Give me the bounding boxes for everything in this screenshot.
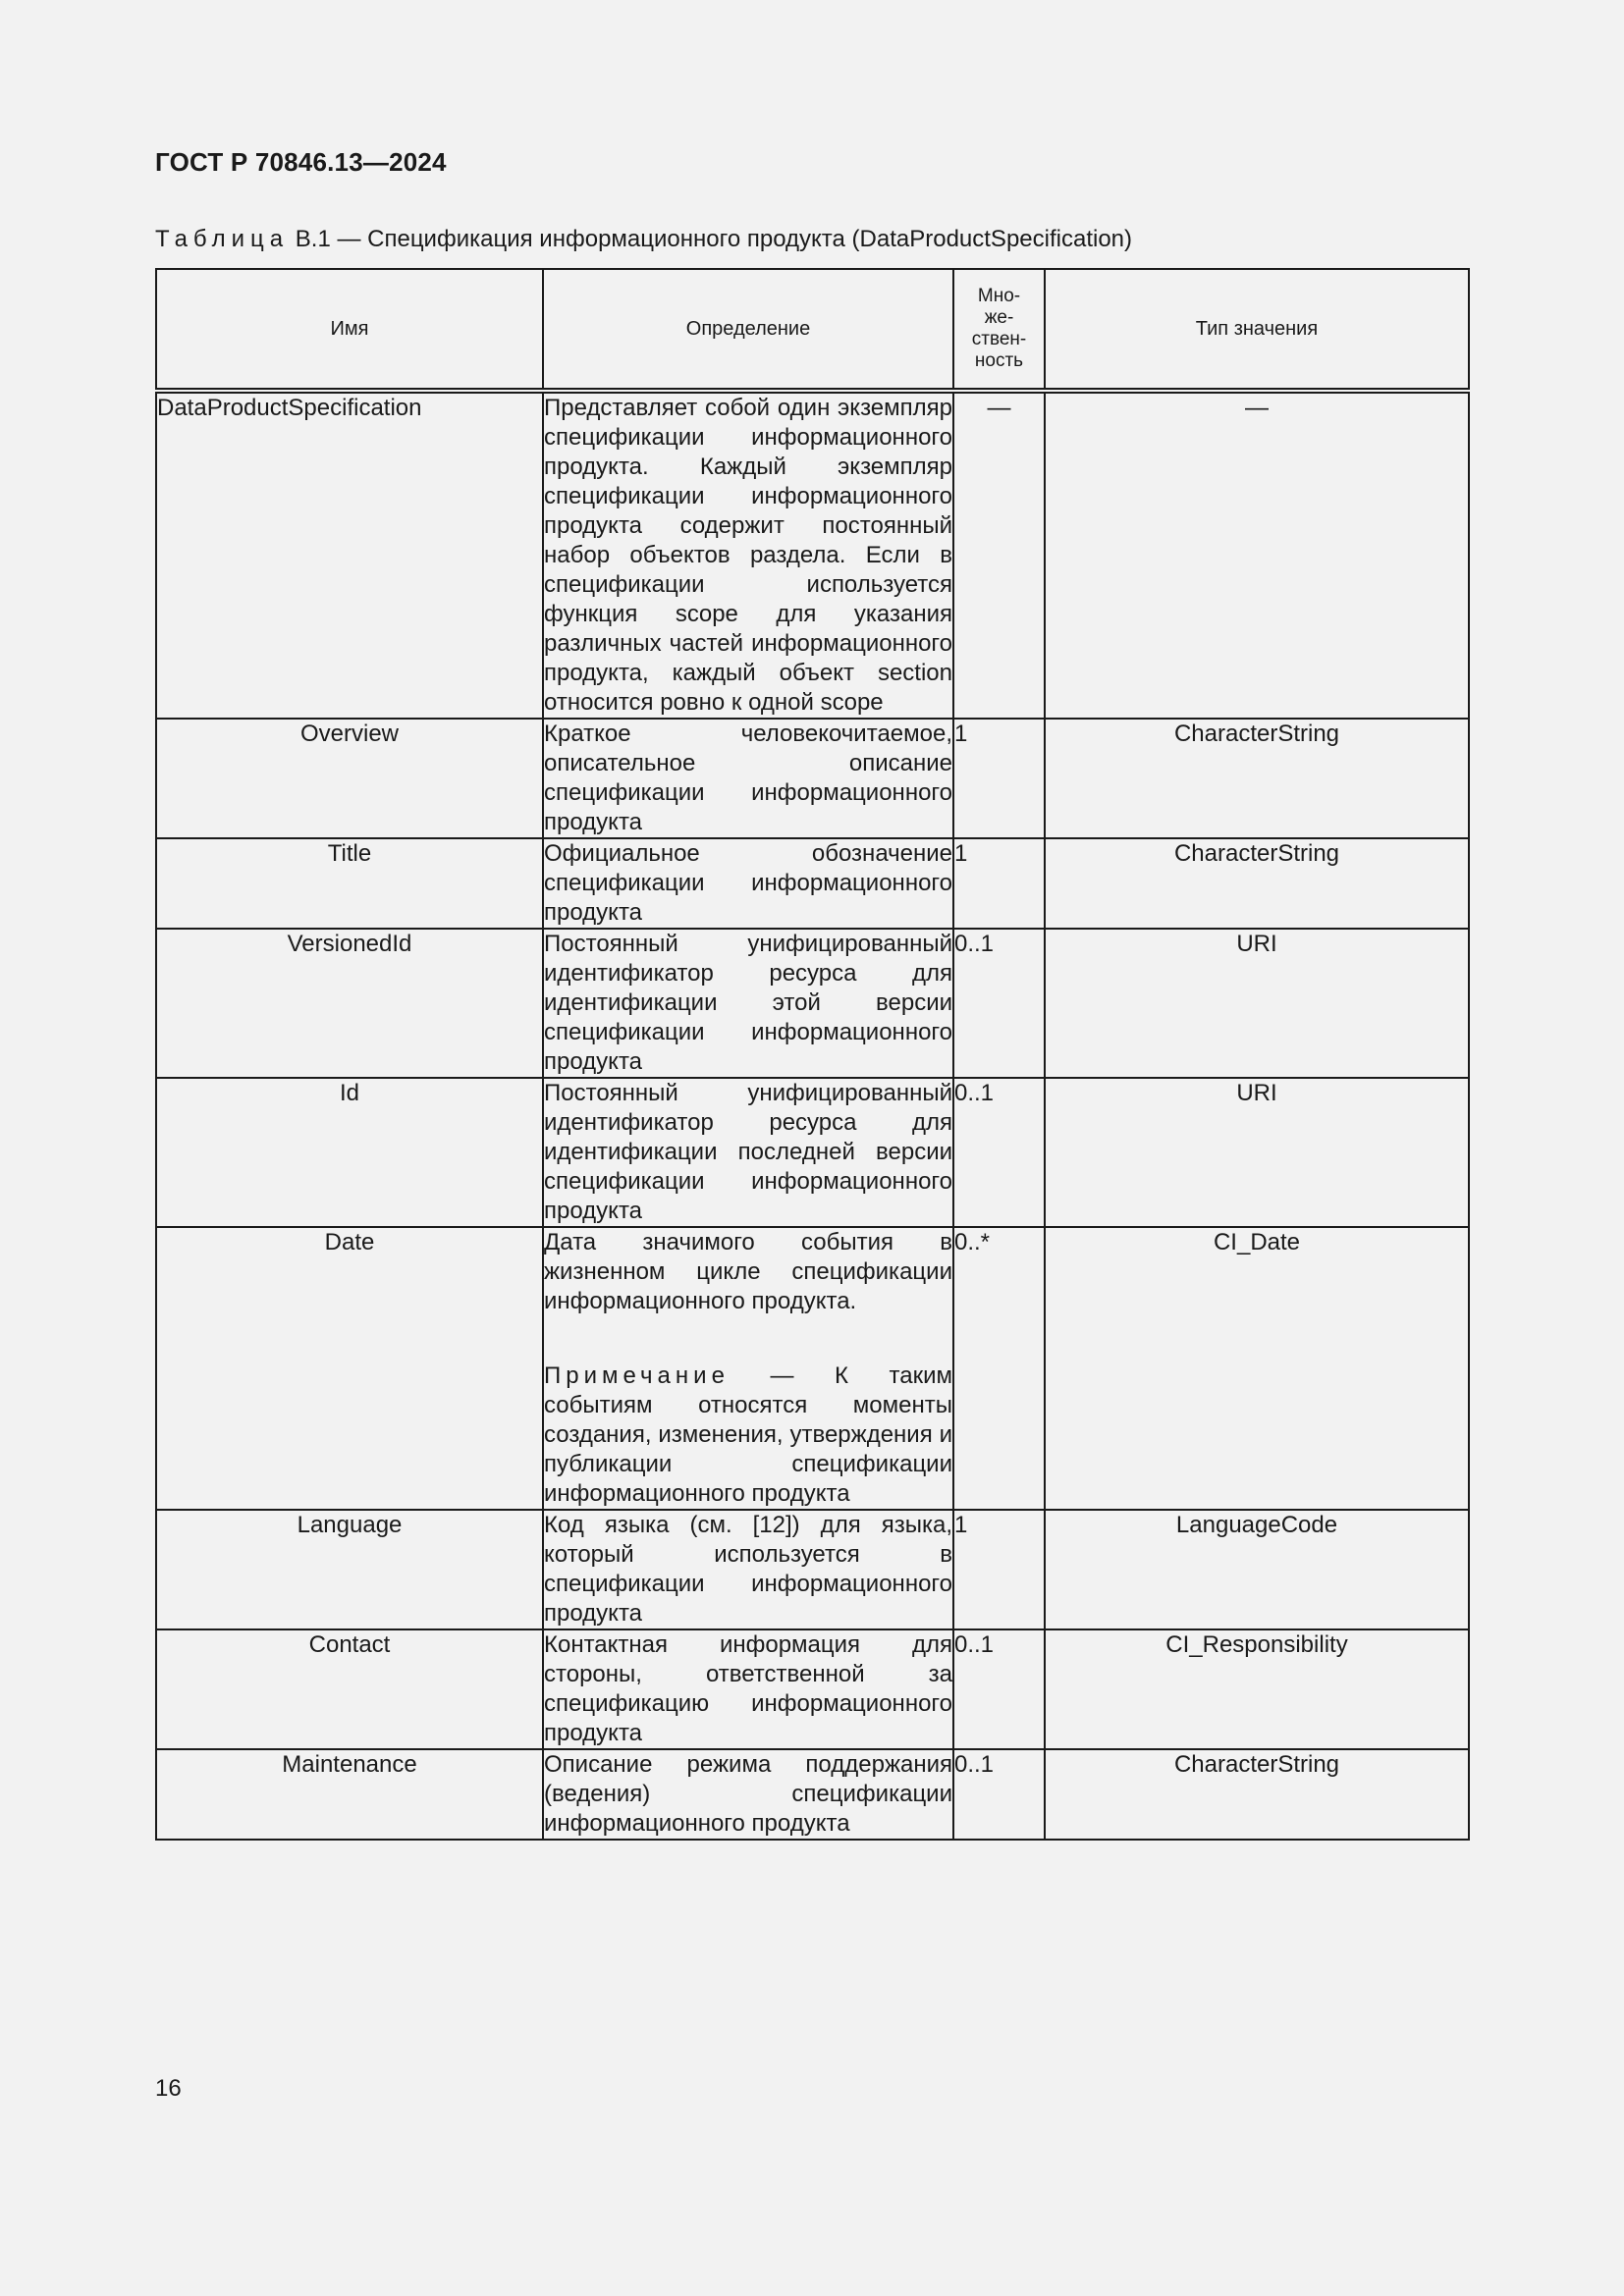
row-name-cell: DataProductSpecification (156, 391, 543, 719)
table-row (156, 1510, 1469, 1629)
row-value-type-cell: CI_Responsibility (1045, 1629, 1469, 1749)
note-label: Примечание (544, 1362, 730, 1389)
row-name-cell: Maintenance (156, 1749, 543, 1840)
row-value-type-cell: CharacterString (1045, 1749, 1469, 1840)
definition-text: Официальное обозначение спецификации информационного продукта (544, 840, 952, 926)
row-value-type-cell: CI_Date (1045, 1227, 1469, 1510)
definition-text: Код языка (см. [12]) для языка, который используется в спецификации информационного продукта (544, 1512, 952, 1627)
row-name-cell: VersionedId (156, 929, 543, 1078)
row-multiplicity-cell: 0..1 (953, 929, 1045, 1078)
table-row (156, 929, 1469, 1078)
row-name-cell: Id (156, 1078, 543, 1227)
column-header-definition: Определение (543, 269, 953, 391)
column-header-multiplicity (953, 269, 1045, 391)
specification-table (155, 268, 1470, 1841)
column-header-name: Имя (156, 269, 543, 391)
definition-text: Контактная информация для стороны, ответственной за спецификацию информационного продукта (544, 1631, 952, 1746)
row-definition-cell (543, 1078, 953, 1227)
row-multiplicity-cell: 0..1 (953, 1629, 1045, 1749)
column-header-multiplicity-text: Мно- же- ствен- ность (971, 286, 1027, 371)
definition-text: Краткое человекочитаемое, описательное описание спецификации информационного продукта (544, 721, 952, 835)
row-value-type-cell: URI (1045, 1078, 1469, 1227)
page-number: 16 (155, 2075, 182, 2102)
row-name-cell: Language (156, 1510, 543, 1629)
table-caption-label: Таблица (155, 226, 290, 252)
definition-text: Представляет собой один экземпляр спецификации информационного продукта. Каждый экземпляр спецификации информационного продукта содержит постоянный набор объектов раздела. Если в спецификации используется функция scope для указания различных частей информационного продукта, каждый объект section относится ровно к одной scope (544, 395, 952, 716)
table-row (156, 391, 1469, 719)
row-name-cell: Overview (156, 719, 543, 838)
row-multiplicity-cell: 0..* (953, 1227, 1045, 1510)
row-value-type-cell: CharacterString (1045, 838, 1469, 929)
definition-text: Постоянный унифицированный идентификатор ресурса для идентификации этой версии спецификации информационного продукта (544, 931, 952, 1075)
table-row (156, 1078, 1469, 1227)
definition-text: Постоянный унифицированный идентификатор ресурса для идентификации последней версии спецификации информационного продукта (544, 1080, 952, 1224)
row-definition-cell (543, 1749, 953, 1840)
row-definition-cell (543, 391, 953, 719)
row-value-type-cell: URI (1045, 929, 1469, 1078)
table-row (156, 1227, 1469, 1510)
note-text: — К таким событиям относятся моменты создания, изменения, утверждения и публикации спецификации информационного продукта (544, 1362, 952, 1507)
definition-text: Дата значимого события в жизненном цикле спецификации информационного продукта. (544, 1229, 952, 1314)
table-caption (155, 226, 1132, 253)
row-multiplicity-cell: — (953, 391, 1045, 719)
row-definition-cell (543, 1227, 953, 1510)
column-header-value-type: Тип значения (1045, 269, 1469, 391)
row-multiplicity-cell: 1 (953, 719, 1045, 838)
table-row (156, 838, 1469, 929)
definition-note (544, 1362, 952, 1509)
row-definition-cell (543, 1629, 953, 1749)
table-row (156, 1629, 1469, 1749)
row-value-type-cell: CharacterString (1045, 719, 1469, 838)
row-definition-cell (543, 929, 953, 1078)
row-name-cell: Date (156, 1227, 543, 1510)
definition-text: Описание режима поддержания (ведения) спецификации информационного продукта (544, 1751, 952, 1837)
row-value-type-cell: LanguageCode (1045, 1510, 1469, 1629)
table-caption-text: В.1 — Спецификация информационного продукта (DataProductSpecification) (289, 226, 1132, 252)
document-code: ГОСТ Р 70846.13—2024 (155, 147, 447, 177)
row-name-cell: Title (156, 838, 543, 929)
row-multiplicity-cell: 0..1 (953, 1749, 1045, 1840)
row-value-type-cell: — (1045, 391, 1469, 719)
row-definition-cell (543, 719, 953, 838)
row-definition-cell (543, 838, 953, 929)
row-multiplicity-cell: 1 (953, 838, 1045, 929)
row-definition-cell (543, 1510, 953, 1629)
table-row (156, 1749, 1469, 1840)
row-multiplicity-cell: 1 (953, 1510, 1045, 1629)
table-row (156, 719, 1469, 838)
table-header-row (156, 269, 1469, 391)
row-name-cell: Contact (156, 1629, 543, 1749)
row-multiplicity-cell: 0..1 (953, 1078, 1045, 1227)
